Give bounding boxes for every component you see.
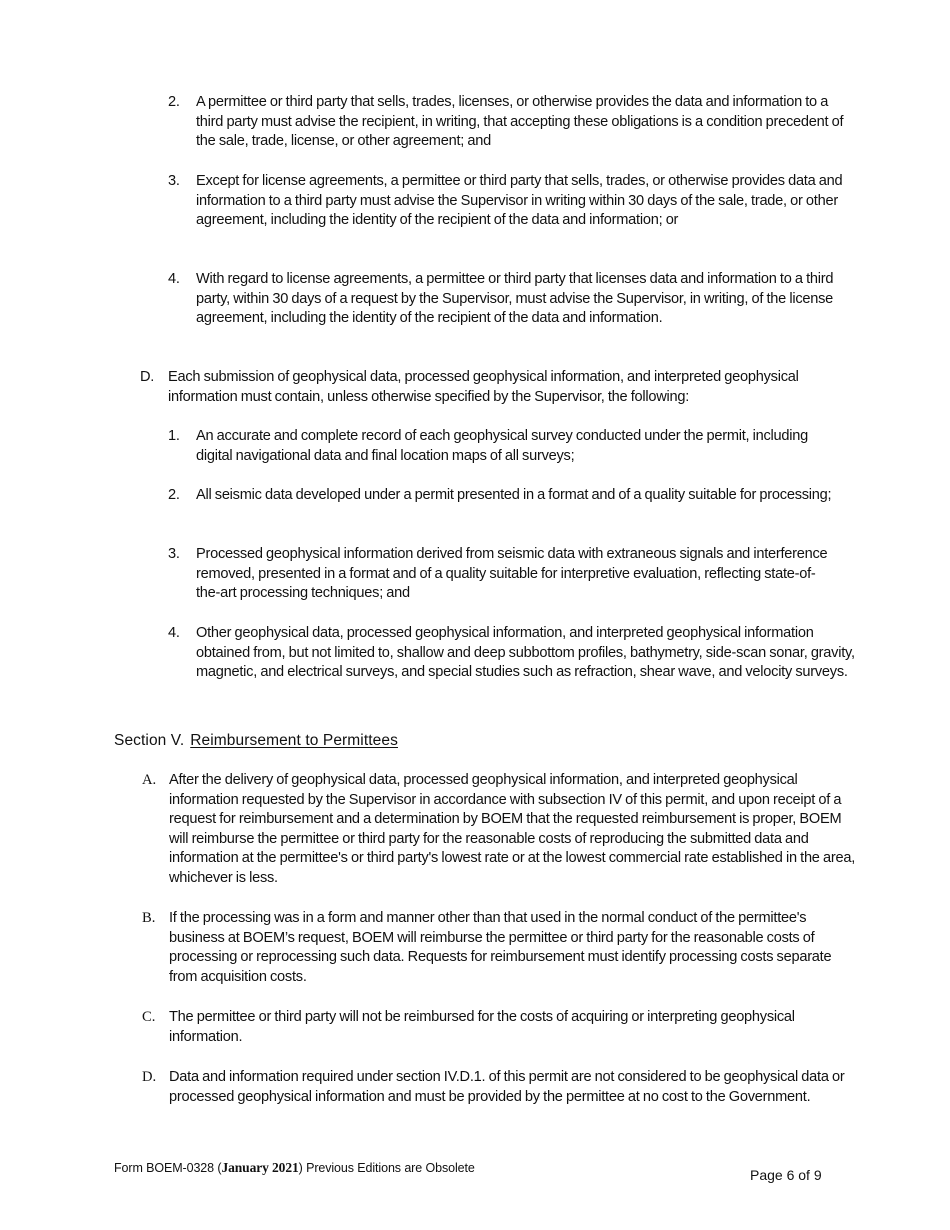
list-item bbox=[168, 545, 868, 605]
section-v-item bbox=[142, 1068, 872, 1128]
item-number: 2. bbox=[168, 94, 180, 110]
list-item bbox=[168, 93, 868, 153]
item-text: After the delivery of geophysical data, processed geophysical information, and interpreted geophysical information requested by the Supervisor in accordance with subsection IV of this permit, and upon receipt of a request for reimbursement and a determination by BOEM that the requested reimbursement is proper, BOEM will reimburse the permittee or third party for the reasonable costs of reproducing the submitted data and information at the permittee's or third party's lowest rate or at the lowest commercial rate established in the area, whichever is less. bbox=[169, 772, 855, 886]
list-item bbox=[168, 486, 868, 526]
list-item bbox=[168, 427, 868, 467]
item-text: All seismic data developed under a permit presented in a format and of a quality suitable for processing; bbox=[196, 487, 832, 503]
item-text: Each submission of geophysical data, processed geophysical information, and interpreted geophysical information must contain, unless otherwise specified by the Supervisor, the following: bbox=[168, 369, 799, 405]
item-text: Except for license agreements, a permittee or third party that sells, trades, or otherwise provides data and information to a third party must advise the Supervisor in writing within 30 days of the sale, trade, or other agreement, including the identity of the recipient of the data and information; or bbox=[196, 173, 843, 228]
list-item-d bbox=[140, 368, 870, 408]
footer-form-date: January 2021 bbox=[221, 1160, 299, 1175]
item-text: An accurate and complete record of each geophysical survey conducted under the permit, including digital navigational data and final location maps of all surveys; bbox=[196, 428, 809, 464]
item-number: 4. bbox=[168, 625, 180, 641]
section-v-item bbox=[142, 1008, 872, 1048]
footer-form-suffix: ) Previous Editions are Obsolete bbox=[298, 1161, 475, 1175]
item-text: Other geophysical data, processed geophysical information, and interpreted geophysical information obtained from, but not limited to, shallow and deep subbottom profiles, bathymetry, side-scan sonar, gravity, magnetic, and electrical surveys, and special studies such as refraction, shear wave, and velocity surveys. bbox=[196, 625, 855, 680]
section-heading bbox=[114, 731, 398, 751]
list-item bbox=[168, 270, 868, 350]
page-number: Page 6 of 9 bbox=[750, 1167, 822, 1183]
item-text: With regard to license agreements, a permittee or third party that licenses data and information to a third party, within 30 days of a request by the Supervisor, must advise the Supervisor, in writing, of the license agreement, including the identity of the recipient of the data and information. bbox=[196, 271, 834, 326]
item-number: 1. bbox=[168, 428, 180, 444]
item-text: Processed geophysical information derived from seismic data with extraneous signals and interference removed, presented in a format and of a quality suitable for interpretive evaluation, reflecting state-of-the-art processing techniques; and bbox=[196, 546, 828, 601]
section-label: Section V. bbox=[114, 732, 185, 749]
item-number: 2. bbox=[168, 487, 180, 503]
item-letter: D. bbox=[140, 369, 155, 385]
item-text: Data and information required under section IV.D.1. of this permit are not considered to be geophysical data or processed geophysical information and must be provided by the permittee at no cost to the Government. bbox=[169, 1069, 845, 1105]
item-number: 3. bbox=[168, 546, 180, 562]
item-letter: B. bbox=[142, 910, 156, 926]
item-number: 4. bbox=[168, 271, 180, 287]
item-text: If the processing was in a form and manner other than that used in the normal conduct of the permittee's business at BOEM’s request, BOEM will reimburse the permittee or third party for the reasonable costs of processing or reprocessing such data. Requests for reimbursement must identify processing costs separate from acquisition costs. bbox=[169, 910, 832, 985]
footer-form-info bbox=[114, 1160, 475, 1176]
section-v-item bbox=[142, 909, 872, 989]
item-number: 3. bbox=[168, 173, 180, 189]
item-text: A permittee or third party that sells, trades, licenses, or otherwise provides the data and information to a third party must advise the recipient, in writing, that accepting these obligations is a condition precedent of the sale, trade, license, or other agreement; and bbox=[196, 94, 844, 149]
item-text: The permittee or third party will not be reimbursed for the costs of acquiring or interpreting geophysical information. bbox=[169, 1009, 795, 1045]
item-letter: C. bbox=[142, 1009, 156, 1025]
section-title: Reimbursement to Permittees bbox=[190, 732, 398, 749]
item-letter: D. bbox=[142, 1069, 157, 1085]
section-v-item bbox=[142, 771, 872, 891]
item-letter: A. bbox=[142, 772, 157, 788]
footer-form-prefix: Form BOEM-0328 ( bbox=[114, 1161, 222, 1175]
list-item bbox=[168, 624, 868, 704]
list-item bbox=[168, 172, 868, 252]
